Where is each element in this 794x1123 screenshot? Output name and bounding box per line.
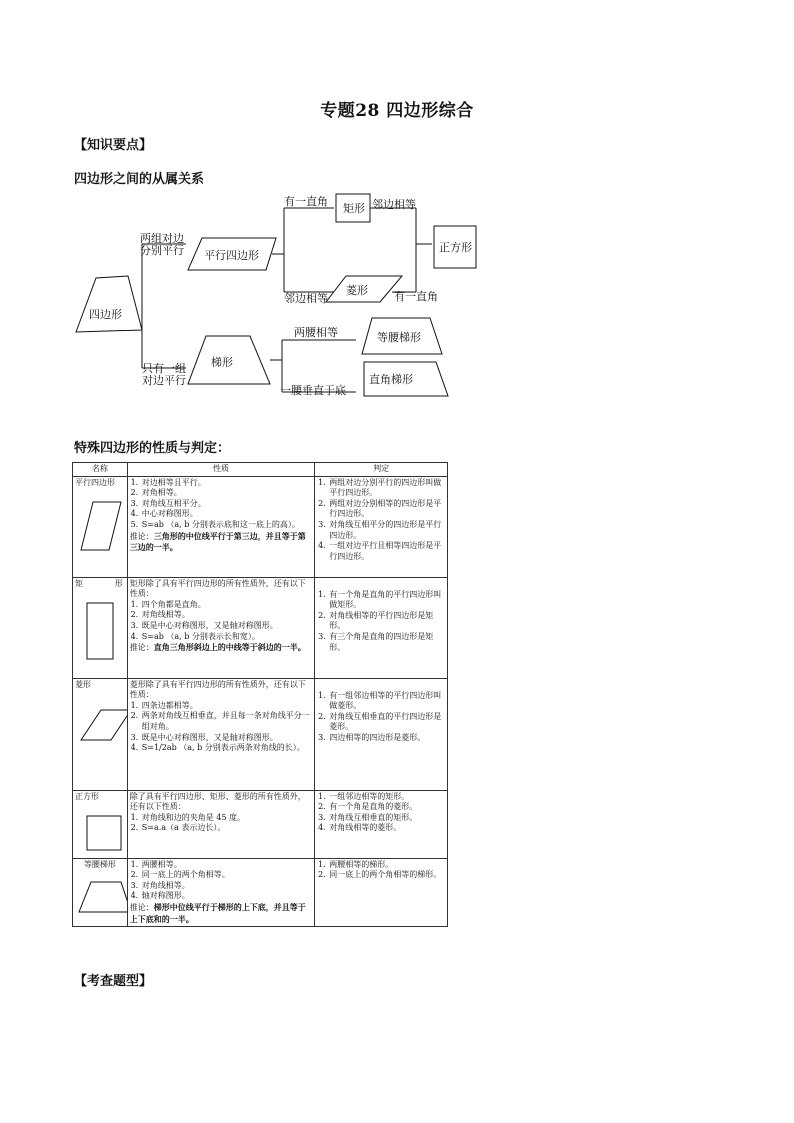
cell-properties	[127, 790, 315, 858]
cell-properties	[127, 858, 315, 927]
list-item: 3. 四边相等的四边形是菱形。	[328, 733, 445, 744]
list-item: 4. 轴对称图形。	[141, 891, 313, 902]
list-item: 1. 有一个角是直角的平行四边形叫做矩形。	[328, 590, 445, 611]
row-name-rhombus: 菱形	[75, 679, 91, 689]
diagram-cond-adjacent-bottom: 邻边相等	[284, 292, 328, 305]
list-item: 1. 对边相等且平行。	[141, 478, 313, 489]
table-row	[73, 476, 448, 577]
list-item: 1. 有一组邻边相等的平行四边形叫做菱形。	[328, 691, 445, 712]
diagram-label-parallelogram: 平行四边形	[204, 249, 259, 262]
cell-name	[73, 577, 128, 678]
list-item: 4. 对角线相等的菱形。	[328, 823, 445, 834]
table-row	[73, 678, 448, 790]
cell-criteria	[315, 476, 448, 577]
table-row	[73, 577, 448, 678]
list-item: 2. 两条对角线互相垂直，并且每一条对角线平分一组对角。	[141, 711, 313, 732]
list-item: 3. 对角线互相平分的四边形是平行四边形。	[328, 520, 445, 541]
list-item: 3. 有三个角是直角的四边形是矩形。	[328, 632, 445, 653]
list-item: 2. S=a.a（a 表示边长）。	[141, 823, 313, 834]
section-heading-relation: 四边形之间的从属关系	[74, 172, 205, 187]
properties-intro: 矩形除了具有平行四边形的所有性质外，还有以下性质：	[129, 578, 306, 599]
cell-name	[73, 790, 128, 858]
conclusion-text: 直角三角形斜边上的中线等于斜边的一半。	[153, 642, 306, 653]
list-item: 4. 中心对称图形。	[141, 509, 313, 520]
list-item: 1. 两腰相等。	[141, 860, 313, 871]
diagram-cond-parallel-line1: 两组对边	[140, 232, 184, 245]
square-figure	[75, 808, 127, 854]
diagram-label-rhombus: 菱形	[346, 284, 368, 297]
cell-criteria	[315, 577, 448, 678]
cell-name	[73, 678, 128, 790]
cell-properties	[127, 678, 315, 790]
diagram-cond-legs-equal: 两腰相等	[294, 326, 338, 339]
isosceles-trapezoid-figure	[75, 876, 127, 920]
list-item: 1. 四条边都相等。	[141, 701, 313, 712]
properties-table	[72, 462, 448, 927]
diagram-label-isosceles-trapezoid: 等腰梯形	[377, 331, 421, 344]
row-name-isosceles-trapezoid: 等腰梯形	[83, 859, 116, 869]
list-item: 2. 有一个角是直角的菱形。	[328, 802, 445, 813]
section-heading-special: 特殊四边形的性质与判定：	[74, 441, 231, 456]
quadrilateral-relation-diagram	[70, 186, 482, 400]
cell-criteria	[315, 858, 448, 927]
list-item: 4. 一组对边平行且相等四边形是平行四边形。	[328, 541, 445, 562]
rectangle-figure	[75, 595, 127, 661]
list-item: 1. 对角线和边的夹角是 45 度。	[141, 813, 313, 824]
list-item: 3. 对角线互相垂直的矩形。	[328, 813, 445, 824]
conclusion-text: 三角形的中位线平行于第三边，并且等于第三边的一半。	[129, 530, 306, 553]
header-properties: 性质	[127, 463, 315, 477]
row-name-square: 正方形	[75, 791, 99, 801]
cell-name	[73, 858, 128, 927]
diagram-label-right-trapezoid: 直角梯形	[369, 373, 413, 386]
cell-properties	[127, 577, 315, 678]
page-title: 专题28 四边形综合	[320, 101, 474, 121]
list-item: 1. 两组对边分别平行的四边形叫做平行四边形。	[328, 478, 445, 499]
table-row	[73, 858, 448, 927]
rhombus-figure	[75, 696, 127, 758]
diagram-cond-trap-line2: 对边平行	[142, 374, 186, 387]
diagram-label-square: 正方形	[439, 241, 472, 254]
header-criteria: 判定	[315, 463, 448, 477]
conclusion-prefix: 推论：	[129, 902, 154, 912]
list-item: 1. 两腰相等的梯形。	[328, 860, 445, 871]
list-item: 1. 一组邻边相等的矩形。	[328, 792, 445, 803]
diagram-cond-right-bottom: 有一直角	[394, 290, 438, 303]
list-item: 3. 对角线互相平分。	[141, 499, 313, 510]
cell-criteria	[315, 678, 448, 790]
list-item: 4. S=1/2ab （a, b 分别表示两条对角线的长）。	[141, 743, 313, 754]
diagram-cond-parallel-line2: 分别平行	[140, 244, 184, 257]
table-row	[73, 790, 448, 858]
list-item: 1. 四个角都是直角。	[141, 600, 313, 611]
diagram-label-trapezoid: 梯形	[211, 356, 233, 369]
properties-intro: 除了具有平行四边形、矩形、菱形的所有性质外，还有以下性质：	[129, 791, 306, 812]
cell-name	[73, 476, 128, 577]
header-name: 名称	[73, 463, 128, 477]
conclusion-text: 梯形中位线平行于梯形的上下底，并且等于上下底和的一半。	[129, 901, 306, 924]
section-heading-exam: 【考查题型】	[74, 974, 153, 989]
list-item: 2. 同一底上的两个角相等。	[141, 870, 313, 881]
diagram-cond-leg-perp: 一腰垂直于底	[280, 384, 346, 397]
quadrilateral-shape	[76, 276, 142, 332]
list-item: 4. S=ab （a, b 分别表示长和宽）。	[141, 632, 313, 643]
list-item: 3. 既是中心对称图形，又是轴对称图形。	[141, 733, 313, 744]
row-name-rectangle: 矩 形	[75, 578, 123, 588]
cell-criteria	[315, 790, 448, 858]
table-header-row	[73, 463, 448, 477]
list-item: 3. 既是中心对称图形，又是轴对称图形。	[141, 621, 313, 632]
diagram-cond-right-top: 有一直角	[284, 195, 328, 208]
list-item: 2. 对角线相等的平行四边形是矩形。	[328, 611, 445, 632]
row-name-parallelogram: 平行四边形	[75, 477, 115, 487]
diagram-label-quadrilateral: 四边形	[89, 308, 122, 321]
cell-properties	[127, 476, 315, 577]
diagram-cond-trap-line1: 只有一组	[142, 362, 186, 375]
parallelogram-figure	[75, 494, 127, 556]
list-item: 2. 对角相等。	[141, 488, 313, 499]
properties-intro: 菱形除了具有平行四边形的所有性质外，还有以下性质：	[129, 679, 306, 700]
diagram-cond-adjacent-top: 邻边相等	[372, 198, 416, 211]
list-item: 2. 同一底上的两个角相等的梯形。	[328, 870, 445, 881]
list-item: 5. S=ab （a, b 分别表示底和这一底上的高）。	[141, 520, 313, 531]
conclusion-prefix: 推论：	[129, 531, 154, 541]
list-item: 2. 两组对边分别相等的四边形是平行四边形。	[328, 499, 445, 520]
list-item: 2. 对角线相等。	[141, 610, 313, 621]
diagram-label-rectangle: 矩形	[343, 202, 365, 215]
section-heading-knowledge: 【知识要点】	[74, 138, 153, 153]
conclusion-prefix: 推论：	[129, 643, 154, 653]
list-item: 3. 对角线相等。	[141, 881, 313, 892]
list-item: 2. 对角线互相垂直的平行四边形是菱形。	[328, 712, 445, 733]
